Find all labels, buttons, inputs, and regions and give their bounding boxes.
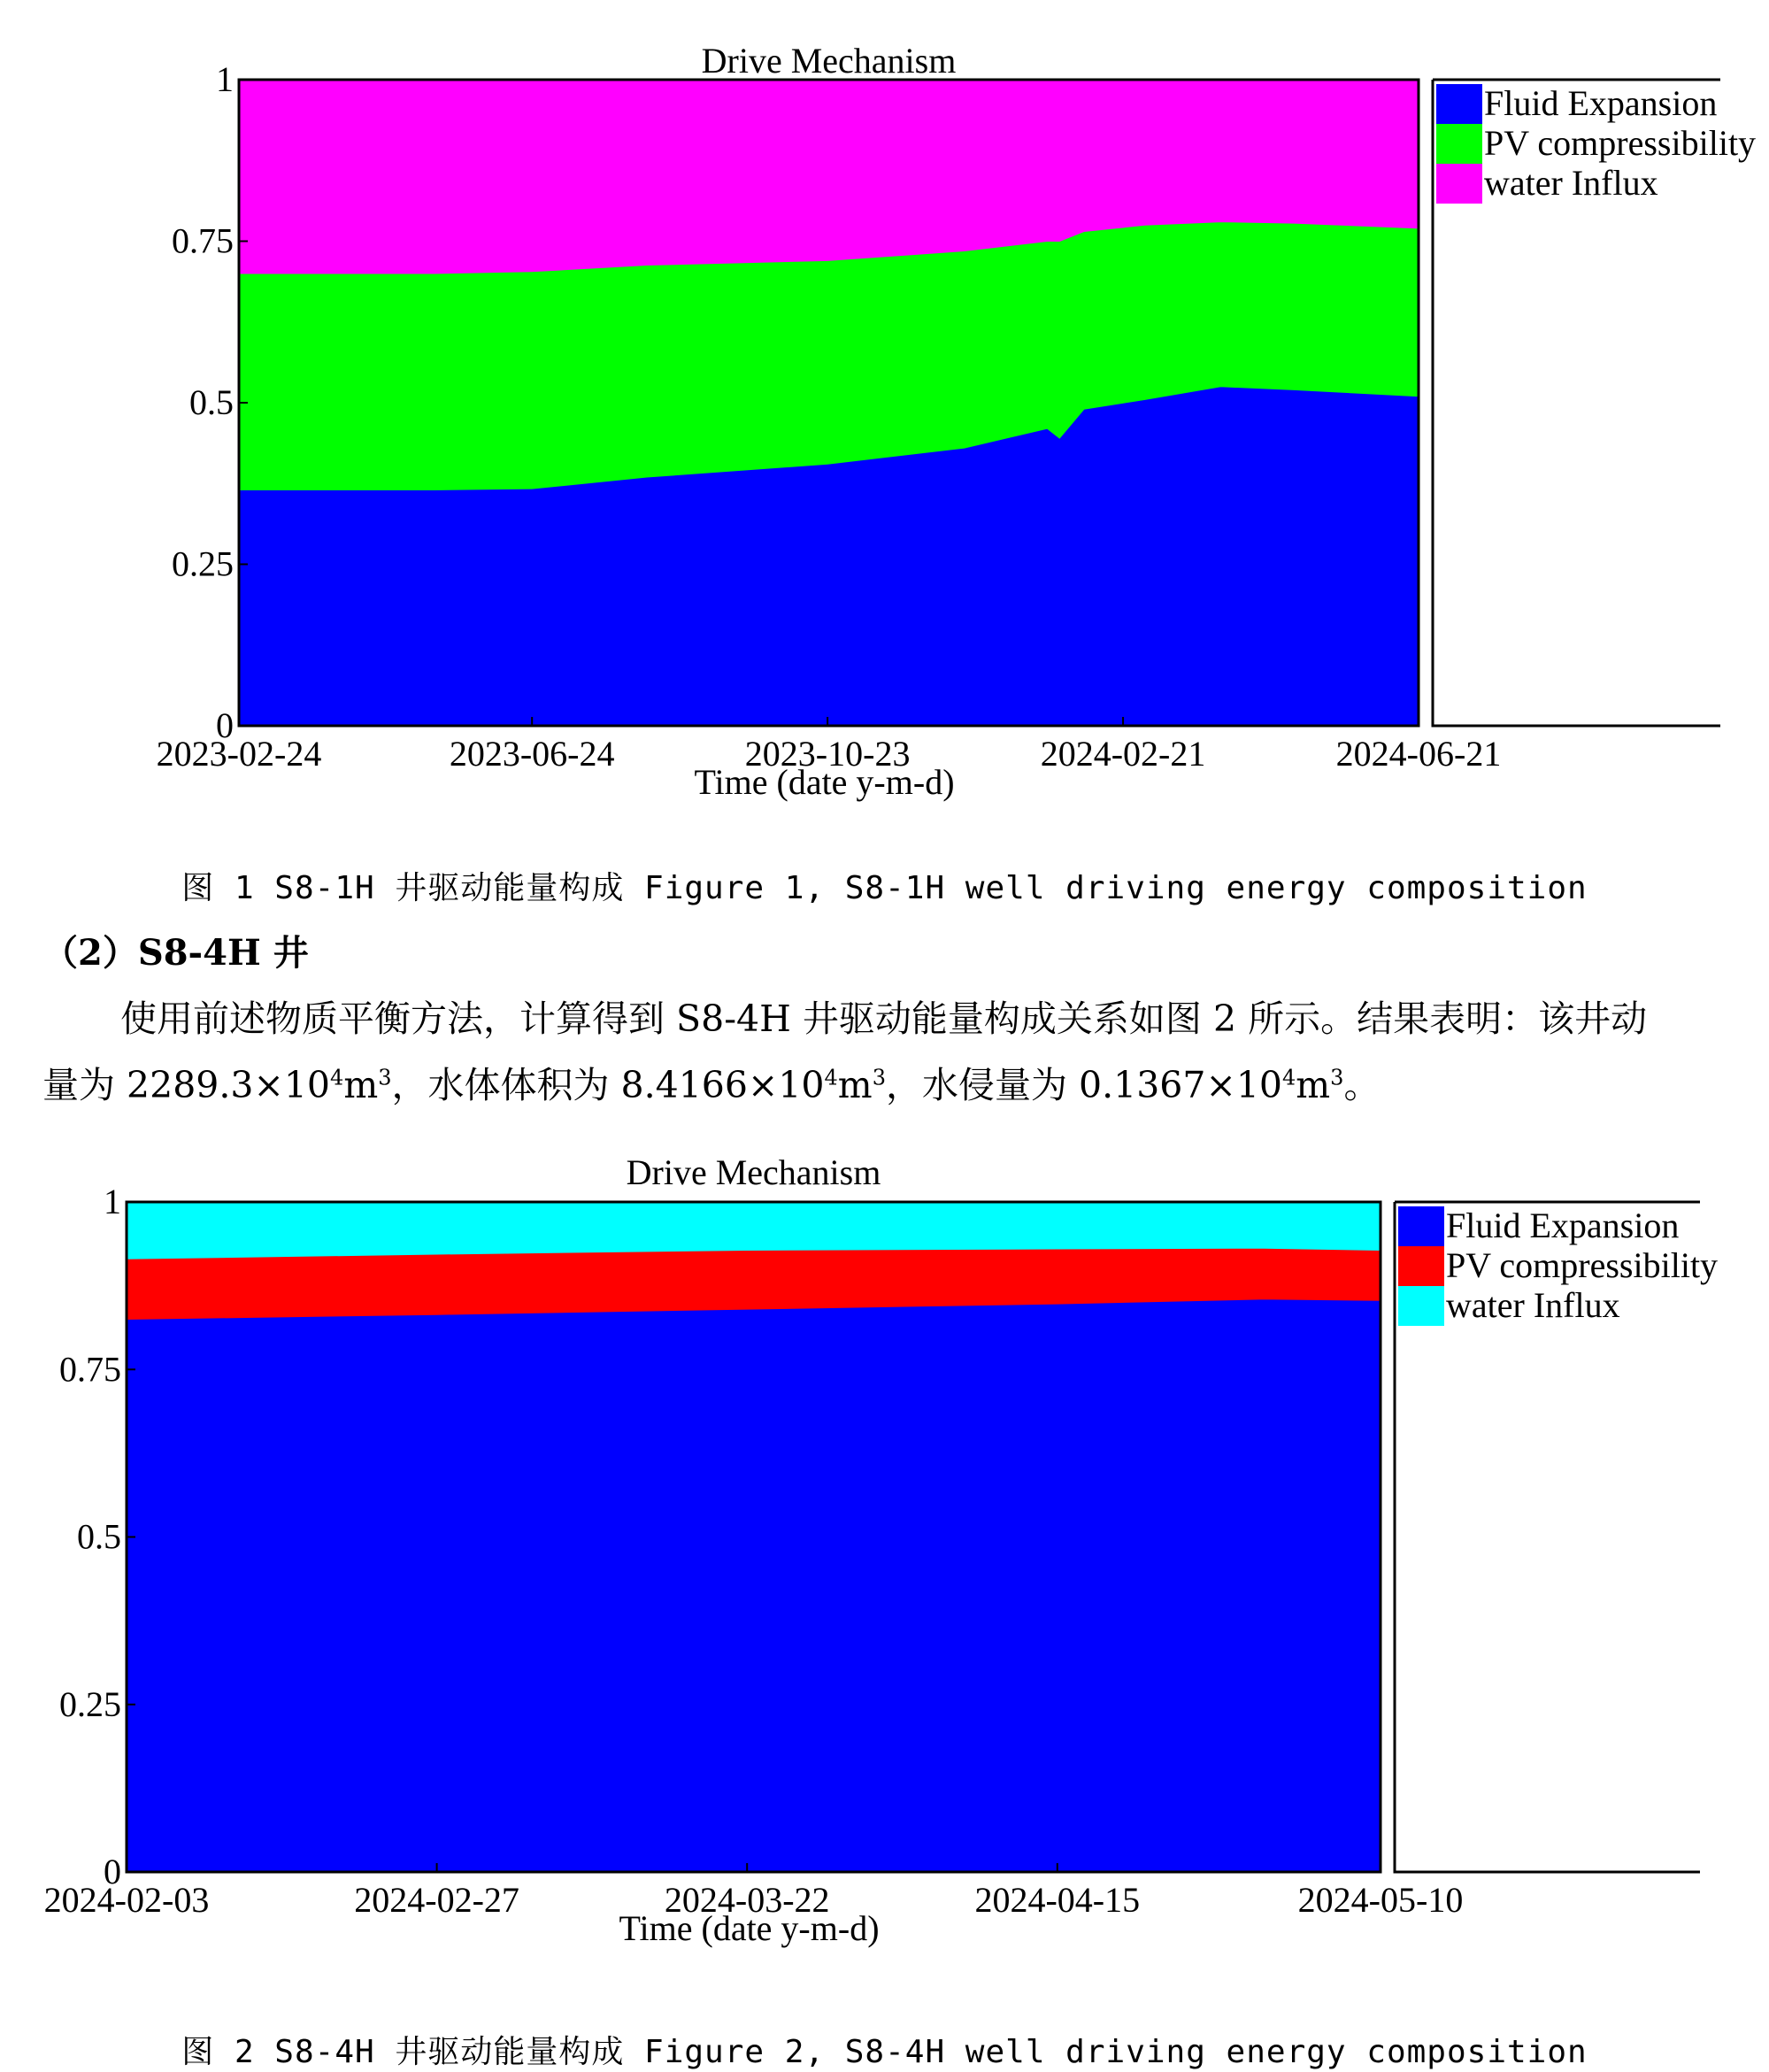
text-run: m: [837, 1064, 873, 1106]
x-tick-label: 2023-02-24: [156, 734, 322, 774]
text-run: ，水体体积为 8.4166×10: [391, 1064, 825, 1106]
legend-swatch: [1436, 164, 1482, 204]
superscript: 3: [378, 1065, 392, 1090]
text-run: m: [1296, 1064, 1331, 1106]
y-tick-label: 1: [216, 59, 234, 99]
superscript: 3: [872, 1065, 886, 1090]
chart-1-drive-mechanism: [0, 0, 1769, 850]
legend-label: water Influx: [1484, 163, 1658, 203]
legend-swatch: [1398, 1246, 1444, 1286]
x-axis-label: Time (date y-m-d): [694, 762, 955, 802]
legend-swatch: [1436, 124, 1482, 164]
y-tick-label: 1: [104, 1182, 121, 1221]
x-tick-label: 2024-04-15: [974, 1880, 1141, 1920]
x-tick-label: 2024-02-21: [1040, 734, 1206, 774]
area-fluid-expansion: [127, 1299, 1381, 1872]
text-run: ，水侵量为 0.1367×10: [885, 1064, 1282, 1106]
legend-label: water Influx: [1446, 1285, 1620, 1325]
superscript: 3: [1330, 1065, 1344, 1090]
y-tick-label: 0: [104, 1852, 121, 1891]
superscript: 4: [330, 1065, 344, 1090]
chart-2-drive-mechanism: [0, 1124, 1769, 1974]
legend-label: PV compressibility: [1446, 1245, 1719, 1285]
figure-1-caption: 图 1 S8-1H 井驱动能量构成 Figure 1, S8-1H well driving energy composition: [181, 870, 1588, 906]
legend-label: Fluid Expansion: [1446, 1205, 1680, 1245]
figure-2-caption: 图 2 S8-4H 井驱动能量构成 Figure 2, S8-4H well driving energy composition: [181, 2034, 1588, 2070]
text-run: 量为 2289.3×10: [42, 1064, 331, 1106]
y-tick-label: 0: [216, 705, 234, 745]
text-run: 。: [1343, 1064, 1381, 1106]
legend-swatch: [1398, 1286, 1444, 1326]
x-tick-label: 2024-06-21: [1335, 734, 1502, 774]
paragraph-line-1: 使用前述物质平衡方法，计算得到 S8-4H 井驱动能量构成关系如图 2 所示。结果表明：该井动: [120, 997, 1648, 1040]
y-tick-label: 0.25: [172, 543, 234, 584]
x-tick-label: 2024-02-03: [43, 1880, 210, 1920]
section-heading: （2）S8-4H 井: [42, 932, 309, 974]
chart-title: Drive Mechanism: [701, 41, 957, 81]
y-tick-label: 0.25: [59, 1683, 121, 1724]
superscript: 4: [824, 1065, 838, 1090]
superscript: 4: [1282, 1065, 1296, 1090]
x-tick-label: 2023-10-23: [744, 734, 911, 774]
text-run: m: [343, 1064, 379, 1106]
paragraph-line-2: [42, 1056, 1768, 1108]
x-tick-label: 2024-03-22: [664, 1880, 830, 1920]
y-tick-label: 0.75: [59, 1349, 121, 1390]
x-tick-label: 2023-06-24: [449, 734, 615, 774]
legend-label: Fluid Expansion: [1484, 83, 1718, 123]
legend-swatch: [1436, 84, 1482, 124]
legend-label: PV compressibility: [1484, 123, 1757, 163]
y-tick-label: 0.5: [189, 382, 234, 422]
legend-swatch: [1398, 1206, 1444, 1246]
chart-title: Drive Mechanism: [626, 1152, 881, 1192]
x-axis-label: Time (date y-m-d): [619, 1908, 880, 1948]
x-tick-label: 2024-05-10: [1297, 1880, 1464, 1920]
x-tick-label: 2024-02-27: [354, 1880, 519, 1920]
y-tick-label: 0.5: [77, 1516, 121, 1557]
y-tick-label: 0.75: [172, 220, 234, 261]
